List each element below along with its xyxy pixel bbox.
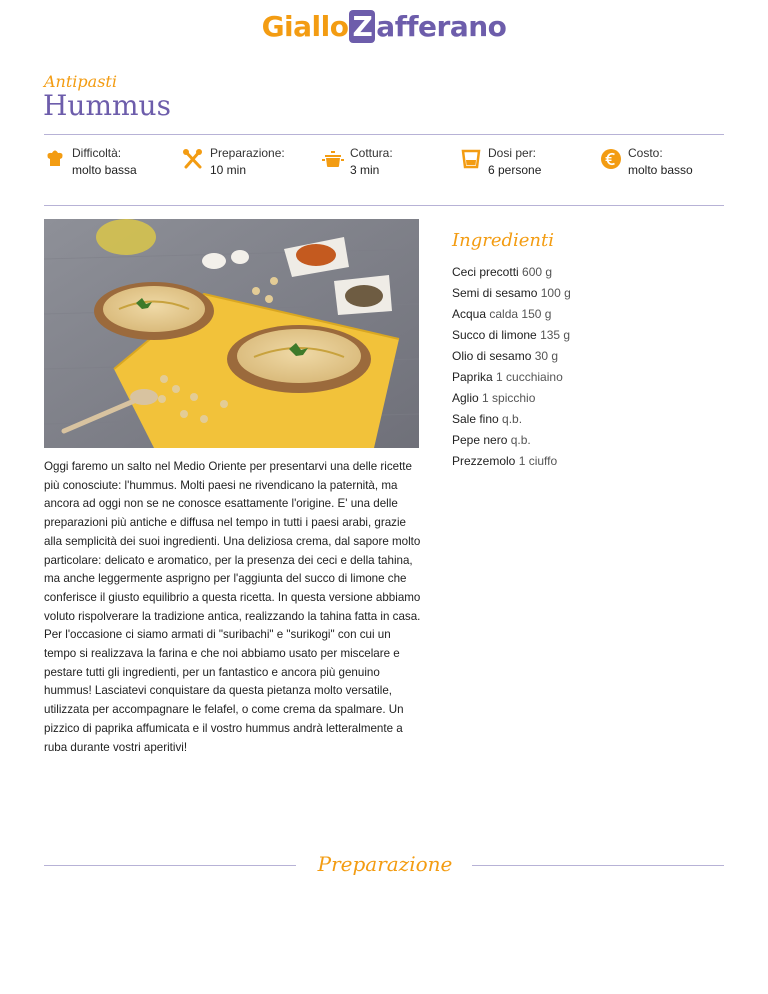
ingredient-qty: 1 ciuffo bbox=[518, 454, 558, 468]
euro-icon bbox=[600, 148, 622, 170]
ingredient-item bbox=[452, 411, 571, 432]
recipe-title: Hummus bbox=[43, 89, 171, 122]
ingredient-item bbox=[452, 432, 571, 453]
ingredient-name[interactable]: Ceci precotti bbox=[452, 265, 519, 279]
ingredient-name[interactable]: Acqua bbox=[452, 307, 487, 321]
chef-hat-icon bbox=[44, 148, 66, 170]
ingredient-qty: 135 g bbox=[540, 328, 571, 342]
logo-word-afferano: afferano bbox=[376, 10, 507, 43]
recipe-photo bbox=[44, 219, 419, 448]
ingredient-qty: 30 g bbox=[534, 349, 559, 363]
cup-icon bbox=[460, 148, 482, 170]
preparation-title: Preparazione bbox=[317, 852, 453, 876]
ingredient-name[interactable]: Succo di limone bbox=[452, 328, 537, 342]
info-value: molto bassa bbox=[72, 163, 137, 177]
utensils-icon bbox=[182, 148, 204, 170]
ingredients-list bbox=[452, 264, 571, 474]
ingredient-name[interactable]: Olio di sesamo bbox=[452, 349, 532, 363]
ingredient-qty: 1 spicchio bbox=[482, 391, 536, 405]
ingredient-qty: q.b. bbox=[510, 433, 531, 447]
recipe-category[interactable]: Antipasti bbox=[44, 72, 117, 91]
preparation-rule-right bbox=[472, 865, 724, 866]
ingredient-qty: 100 g bbox=[540, 286, 571, 300]
ingredient-qty: 1 cucchiaino bbox=[496, 370, 563, 384]
recipe-info-bar bbox=[44, 146, 724, 186]
ingredient-item bbox=[452, 390, 571, 411]
ingredient-item bbox=[452, 264, 571, 285]
ingredients-title: Ingredienti bbox=[452, 230, 554, 251]
ingredient-item bbox=[452, 369, 571, 390]
pot-icon bbox=[322, 148, 344, 170]
info-value: 10 min bbox=[210, 163, 247, 177]
info-label: Dosi per: bbox=[488, 146, 537, 160]
brand-logo[interactable] bbox=[0, 10, 768, 43]
recipe-intro: Oggi faremo un salto nel Medio Oriente per presentarvi una delle ricette più conosciute: l'hummus. Molti paesi ne rivendicano la paternità, ma ancora ad oggi non se ne conosce esattamente l'origine. E' una delle preparazioni più antiche e diffusa nel tempo in tutti i paesi arabi, grazie alla semplicità dei suoi ingredienti. Una deliziosa crema, dal sapore molto particolare: delicato e aromatico, per la presenza dei ceci e della tahina, ma anche leggermente asprigno per l'aggiunta del succo di limone che conferisce il giusto equilibrio a questa ricetta. In questa versione abbiamo voluto rispolverare la tradizione antica, realizzando la tahina fatta in casa. Per l'occasione ci siamo armati di "suribachi" e "surikogi" con cui un tempo si realizzava la farina e che noi abbiamo usato per miscelare e pestare tutti gli ingredienti, per un fantastico e ancora più genuino hummus! Lasciatevi conquistare da questa pietanza molto versatile, utilizzata per accompagnare le felafel, o come crema da spalmare. Un pizzico di paprika affumicata e il vostro hummus andrà letteralmente a ruba durante vostri aperitivi! bbox=[44, 460, 421, 754]
divider-top bbox=[44, 134, 724, 135]
ingredient-name[interactable]: Aglio bbox=[452, 391, 479, 405]
ingredient-name[interactable]: Paprika bbox=[452, 370, 493, 384]
ingredient-qty: 600 g bbox=[522, 265, 553, 279]
preparation-rule-left bbox=[44, 865, 296, 866]
info-value: 6 persone bbox=[488, 163, 542, 177]
info-label: Costo: bbox=[628, 146, 663, 160]
info-value: 3 min bbox=[350, 163, 380, 177]
info-label: Difficoltà: bbox=[72, 146, 122, 160]
info-label: Preparazione: bbox=[210, 146, 285, 160]
ingredient-name[interactable]: Pepe nero bbox=[452, 433, 508, 447]
divider-middle bbox=[44, 205, 724, 206]
ingredient-item bbox=[452, 306, 571, 327]
info-value: molto basso bbox=[628, 163, 693, 177]
logo-word-giallo: Giallo bbox=[261, 10, 349, 43]
ingredient-name[interactable]: Sale fino bbox=[452, 412, 499, 426]
ingredient-name[interactable]: Semi di sesamo bbox=[452, 286, 538, 300]
ingredient-item bbox=[452, 348, 571, 369]
ingredient-item bbox=[452, 327, 571, 348]
ingredient-name[interactable]: Prezzemolo bbox=[452, 454, 516, 468]
ingredient-item bbox=[452, 453, 571, 474]
ingredient-item bbox=[452, 285, 571, 306]
ingredient-qty: calda 150 g bbox=[489, 307, 552, 321]
logo-z-mark: Z bbox=[349, 10, 375, 43]
info-label: Cottura: bbox=[350, 146, 393, 160]
ingredient-qty: q.b. bbox=[502, 412, 523, 426]
